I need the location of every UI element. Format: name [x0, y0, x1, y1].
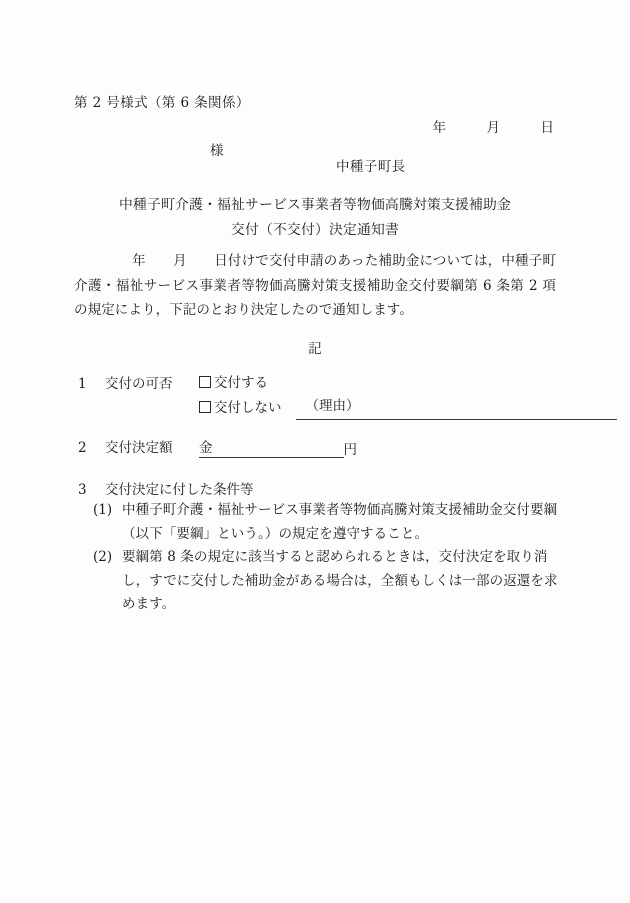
item-1-grant-decision — [78, 372, 209, 392]
application-date-blank: 年 月 日 — [132, 253, 228, 269]
item-1-label: 交付の可否 — [105, 376, 173, 392]
unchecked-checkbox-icon[interactable] — [199, 376, 211, 388]
choice-deny-label: 交付しない — [214, 400, 282, 416]
item-3-number: 3 — [78, 482, 87, 498]
reason-input-blank[interactable] — [362, 402, 617, 420]
item-2-decided-amount — [78, 436, 209, 456]
choice-deny[interactable] — [199, 397, 282, 420]
reason-label: （理由） — [296, 395, 362, 420]
item-1-choices — [199, 372, 617, 420]
title-line-2: 交付（不交付）決定通知書 — [231, 222, 399, 238]
form-number: 第 2 号様式（第 6 条関係） — [74, 95, 250, 111]
amount-field-row — [199, 436, 357, 458]
addressee-honorific: 様 — [210, 143, 224, 159]
item-3-conditions — [78, 478, 254, 498]
amount-prefix: 金 — [199, 436, 213, 458]
choice-deny-row — [199, 395, 617, 420]
item-2-number: 2 — [78, 440, 87, 456]
sub-item-1-text: 中種子町介護・福祉サービス事業者等物価高騰対策支援補助金交付要綱（以下「要綱」という。）の規定を遵守すること。 — [122, 502, 558, 542]
choice-grant-label: 交付する — [214, 375, 268, 391]
body-paragraph — [74, 249, 556, 323]
sub-item-1 — [93, 499, 563, 546]
amount-input-blank[interactable] — [213, 440, 344, 458]
amount-unit: 円 — [343, 442, 357, 458]
sub-item-2-text: 要綱第 8 条の規定に該当すると認められるときは，交付決定を取り消し，すでに交付した補助金がある場合は，全額もしくは一部の返還を求めます。 — [122, 549, 558, 612]
sub-item-2-marker: (2) — [93, 549, 113, 565]
title-line-1: 中種子町介護・福祉サービス事業者等物価高騰対策支援補助金 — [119, 197, 511, 213]
item-3-label: 交付決定に付した条件等 — [105, 482, 254, 498]
item-2-label: 交付決定額 — [105, 440, 173, 456]
sub-item-2 — [93, 546, 563, 617]
item-3-sub-items — [93, 499, 563, 617]
issue-date-line: 年 月 日 — [432, 120, 554, 136]
unchecked-checkbox-icon[interactable] — [199, 401, 211, 413]
ki-heading: 記 — [308, 341, 322, 357]
body-text: 付けで交付申請のあった補助金については，中種子町介護・福祉サービス事業者等物価高騰対策支援補助金交付要綱第 6 条第 2 項の規定により，下記のとおり決定したので通知します。 — [74, 253, 556, 318]
choice-grant[interactable] — [199, 372, 617, 395]
sub-item-1-marker: (1) — [93, 502, 113, 518]
document-title — [0, 193, 630, 243]
issuer-name: 中種子町長 — [336, 159, 406, 175]
item-1-number: 1 — [78, 376, 87, 392]
